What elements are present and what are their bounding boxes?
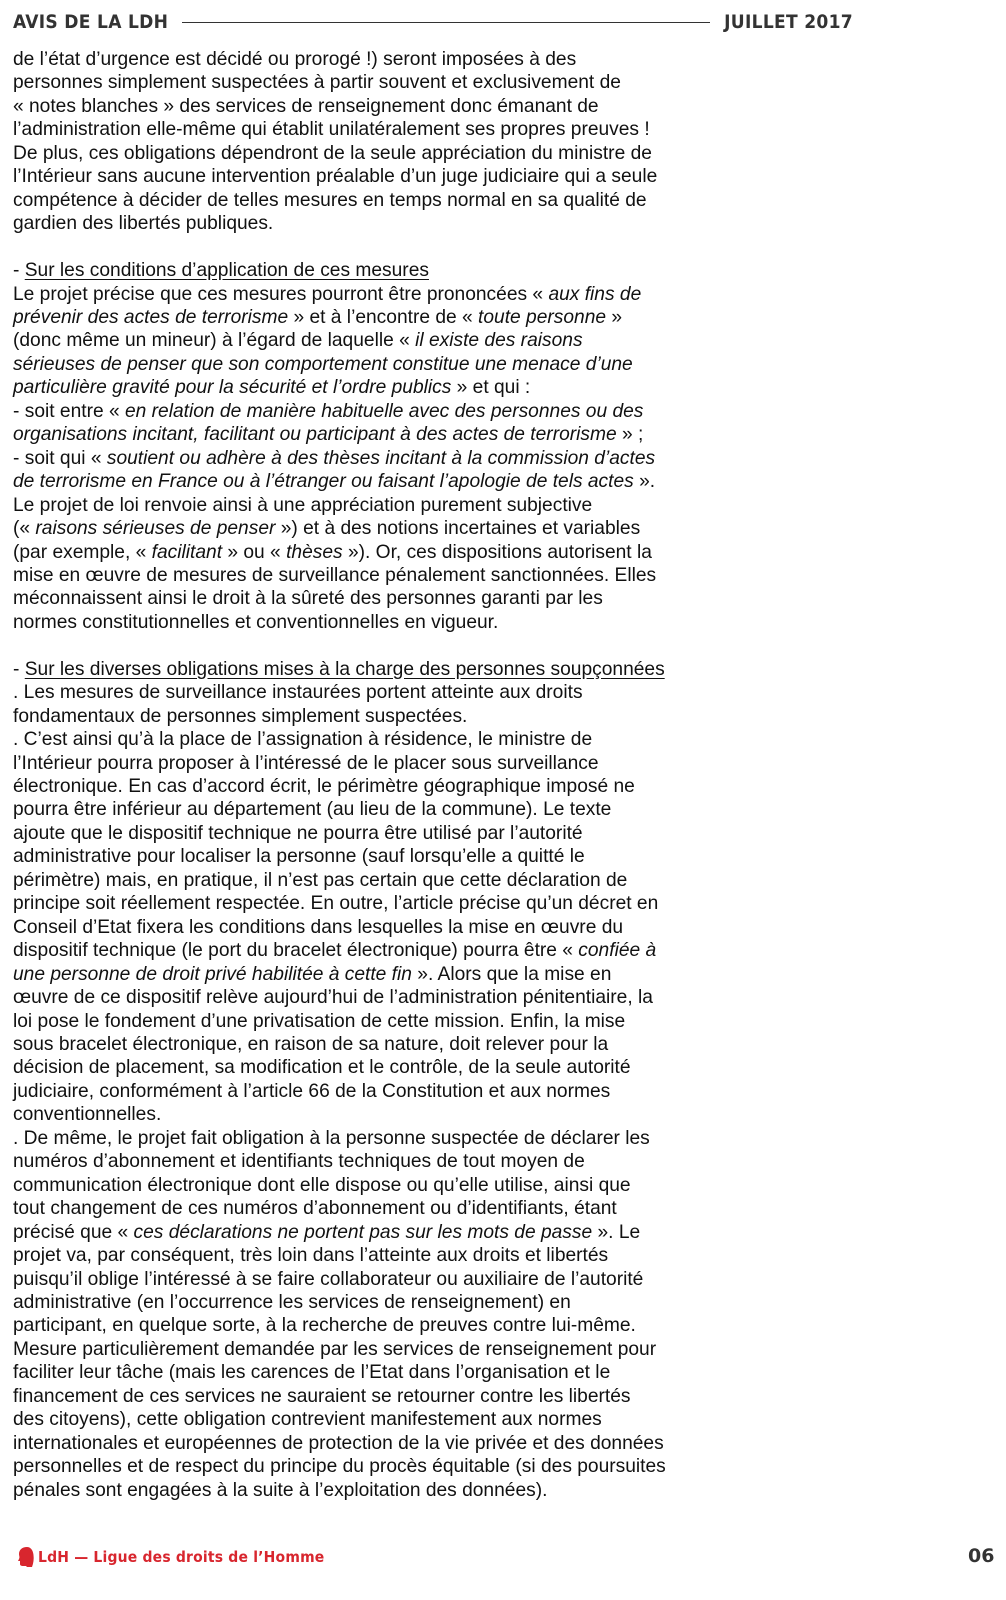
text-span: - soit entre «: [13, 400, 125, 422]
quoted-italic-text: toute personne: [478, 306, 607, 328]
text-line: [13, 1455, 773, 1478]
text-span: judiciaire, conformément à l’article 66 de la Constitution et aux normes: [13, 1080, 611, 1102]
text-span: puisqu’il oblige l’intéressé à se faire collaborateur ou auxiliaire de l’autorité: [13, 1268, 644, 1290]
text-span: numéros d’abonnement et identifiants techniques de tout moyen de: [13, 1151, 585, 1173]
text-span: Conseil d’Etat fixera les conditions dans lesquelles la mise en œuvre du: [13, 916, 624, 938]
text-span: -: [13, 658, 25, 680]
text-span: méconnaissent ainsi le droit à la sûreté des personnes garanti par les: [13, 588, 603, 610]
text-line: [13, 892, 773, 915]
text-span: « notes blanches » des services de renseignement donc émanant de: [13, 95, 599, 117]
text-span: Le projet de loi renvoie ainsi à une appréciation purement subjective: [13, 494, 593, 516]
ldh-profile-logo-icon: [18, 1547, 34, 1567]
text-line: [13, 353, 773, 376]
text-span: » ou «: [222, 541, 287, 563]
text-line: [13, 48, 773, 71]
text-line: [13, 1221, 773, 1244]
text-span: faciliter leur tâche (mais les carences de l’Etat dans l’organisation et le: [13, 1362, 611, 1384]
quoted-italic-text: soutient ou adhère à des thèses incitant à la commission d’actes: [106, 447, 656, 469]
quoted-italic-text: une personne de droit privé habilitée à cette fin: [13, 963, 412, 985]
text-span: sous bracelet électronique, en raison de sa nature, doit relever pour la: [13, 1034, 609, 1055]
text-line: [13, 283, 773, 306]
text-line: [13, 1244, 773, 1267]
text-span: . C’est ainsi qu’à la place de l’assignation à résidence, le ministre de: [13, 729, 593, 751]
text-span: fondamentaux de personnes simplement suspectées.: [13, 705, 468, 727]
text-span: tout changement de ces numéros d’abonnement ou d’identifiants, étant: [13, 1198, 617, 1220]
text-span: œuvre de ce dispositif relève aujourd’hui de l’administration pénitentiaire, la: [13, 987, 653, 1009]
text-line: [13, 1056, 773, 1079]
text-line: [13, 189, 773, 212]
quoted-italic-text: en relation de manière habituelle avec des personnes ou des: [124, 400, 644, 422]
text-line: [13, 400, 773, 423]
text-span: électronique. En cas d’accord écrit, le périmètre géographique imposé ne: [13, 776, 635, 798]
text-line: [13, 775, 773, 798]
text-line: [13, 1385, 773, 1408]
text-line: [13, 259, 773, 282]
text-line: [13, 681, 773, 704]
text-span: projet va, par conséquent, très loin dans l’atteinte aux droits et libertés: [13, 1245, 609, 1267]
text-line: [13, 728, 773, 751]
text-span: normes constitutionnelles et conventionnelles en vigueur.: [13, 611, 499, 633]
text-line: [13, 165, 773, 188]
body-text: [13, 48, 773, 1502]
text-line: [13, 71, 773, 94]
text-line: [13, 658, 773, 681]
text-line: [13, 1291, 773, 1314]
text-span: l’Intérieur sans aucune intervention préalable d’un juge judiciaire qui a seule: [13, 166, 658, 188]
quoted-italic-text: thèses: [286, 541, 343, 563]
text-line: [13, 752, 773, 775]
text-span: gardien des libertés publiques.: [13, 213, 274, 235]
text-line: [13, 376, 773, 399]
text-line: [13, 142, 773, 165]
text-span: » ;: [616, 424, 644, 446]
text-line: [13, 916, 773, 939]
text-span: pourra être inférieur au département (au lieu de la commune). Le texte: [13, 799, 612, 821]
text-span: »). Or, ces dispositions autorisent la: [342, 541, 652, 563]
text-span: ». Le: [592, 1221, 641, 1243]
text-span: communication électronique dont elle dispose ou qu’elle utilise, ainsi que: [13, 1174, 631, 1196]
text-span: conventionnelles.: [13, 1104, 162, 1126]
blank-line: [13, 236, 773, 259]
text-line: [13, 1150, 773, 1173]
text-span: loi pose le fondement d’une privatisation de cette mission. Enfin, la mise: [13, 1010, 626, 1032]
text-span: mise en œuvre de mesures de surveillance pénalement sanctionnées. Elles: [13, 564, 657, 586]
text-line: [13, 517, 773, 540]
footer-org-name: LdH — Ligue des droits de l’Homme: [38, 1548, 325, 1566]
text-line: [13, 1010, 773, 1033]
text-line: [13, 986, 773, 1009]
text-line: [13, 541, 773, 564]
text-line: [13, 705, 773, 728]
text-span: Mesure particulièrement demandée par les services de renseignement pour: [13, 1338, 657, 1360]
blank-line: [13, 634, 773, 657]
text-line: [13, 118, 773, 141]
quoted-italic-text: organisations incitant, facilitant ou participant à des actes de terrorisme: [13, 424, 617, 446]
quoted-italic-text: il existe des raisons: [415, 330, 583, 352]
text-line: [13, 869, 773, 892]
text-span: personnes simplement suspectées à partir souvent et exclusivement de: [13, 72, 621, 94]
text-span: («: [13, 518, 36, 540]
quoted-italic-text: confiée à: [578, 940, 657, 962]
text-line: [13, 306, 773, 329]
text-span: principe soit réellement respectée. En outre, l’article précise qu’un décret en: [13, 893, 659, 915]
header-date: JUILLET 2017: [724, 11, 853, 33]
text-line: [13, 822, 773, 845]
text-span: ». Alors que la mise en: [411, 963, 612, 985]
page-header: [13, 8, 853, 36]
text-span: (donc même un mineur) à l’égard de laquelle «: [13, 330, 416, 352]
text-line: [13, 1338, 773, 1361]
text-line: [13, 845, 773, 868]
text-line: [13, 1268, 773, 1291]
text-line: [13, 1314, 773, 1337]
text-span: périmètre) mais, en pratique, il n’est pas certain que cette déclaration de: [13, 869, 628, 891]
text-span: De plus, ces obligations dépendront de la seule appréciation du ministre de: [13, 142, 652, 164]
text-line: [13, 1197, 773, 1220]
text-line: [13, 329, 773, 352]
quoted-italic-text: aux fins de: [548, 283, 642, 305]
text-line: [13, 1103, 773, 1126]
text-line: [13, 212, 773, 235]
header-title: AVIS DE LA LDH: [13, 11, 169, 33]
text-span: compétence à décider de telles mesures en temps normal en sa qualité de: [13, 189, 647, 211]
text-span: précisé que «: [13, 1221, 134, 1243]
text-line: [13, 798, 773, 821]
text-span: (par exemple, «: [13, 541, 152, 563]
text-line: [13, 564, 773, 587]
text-span: - soit qui «: [13, 447, 107, 469]
quoted-italic-text: prévenir des actes de terrorisme: [13, 306, 289, 328]
text-line: [13, 587, 773, 610]
text-span: l’administration elle-même qui établit unilatéralement ses propres preuves !: [13, 119, 650, 141]
text-span: internationales et européennes de protection de la vie privée et des données: [13, 1432, 664, 1454]
text-line: [13, 1127, 773, 1150]
text-span: dispositif technique (le port du bracelet électronique) pourra être «: [13, 940, 579, 962]
text-span: ajoute que le dispositif technique ne pourra être utilisé par l’autorité: [13, 822, 583, 844]
text-line: [13, 1479, 773, 1502]
text-line: [13, 1080, 773, 1103]
text-line: [13, 1408, 773, 1431]
text-span: ») et à des notions incertaines et variables: [275, 518, 641, 540]
text-span: participant, en quelque sorte, à la recherche de preuves contre lui-même.: [13, 1315, 636, 1337]
section-heading: Sur les diverses obligations mises à la charge des personnes soupçonnées: [24, 658, 665, 680]
text-line: [13, 95, 773, 118]
quoted-italic-text: particulière gravité pour la sécurité et l’ordre publics: [13, 377, 452, 399]
text-span: administrative (en l’occurrence les services de renseignement) en: [13, 1291, 571, 1313]
quoted-italic-text: ces déclarations ne portent pas sur les mots de passe: [133, 1221, 593, 1243]
text-span: décision de placement, sa modification et le contrôle, de la seule autorité: [13, 1057, 631, 1079]
text-line: [13, 470, 773, 493]
text-line: [13, 939, 773, 962]
quoted-italic-text: sérieuses de penser que son comportement constitue une menace d’une: [13, 353, 633, 375]
text-span: de l’état d’urgence est décidé ou prorogé !) seront imposées à des: [13, 49, 577, 70]
section-heading: Sur les conditions d’application de ces mesures: [24, 260, 429, 282]
text-span: ».: [633, 471, 656, 493]
text-span: administrative pour localiser la personne (sauf lorsqu’elle a quitté le: [13, 846, 585, 868]
text-span: . Les mesures de surveillance instaurées portent atteinte aux droits: [13, 682, 583, 704]
text-span: . De même, le projet fait obligation à la personne suspectée de déclarer les: [13, 1127, 650, 1149]
page-number: 06: [968, 1545, 995, 1567]
quoted-italic-text: facilitant: [151, 541, 223, 563]
text-line: [13, 611, 773, 634]
text-line: [13, 1033, 773, 1056]
quoted-italic-text: de terrorisme en France ou à l’étranger ou faisant l’apologie de tels actes: [13, 471, 634, 493]
text-line: [13, 1361, 773, 1384]
text-line: [13, 1174, 773, 1197]
text-line: [13, 963, 773, 986]
header-rule: [182, 22, 710, 23]
text-line: [13, 447, 773, 470]
text-line: [13, 1432, 773, 1455]
quoted-italic-text: raisons sérieuses de penser: [35, 518, 276, 540]
text-span: personnelles et de respect du principe du procès équitable (si des poursuites: [13, 1456, 666, 1478]
text-span: Le projet précise que ces mesures pourront être prononcées «: [13, 283, 549, 305]
text-span: l’Intérieur pourra proposer à l’intéressé de le placer sous surveillance: [13, 752, 599, 774]
text-line: [13, 494, 773, 517]
text-span: » et à l’encontre de «: [288, 306, 479, 328]
text-span: » et qui :: [451, 377, 531, 399]
text-span: financement de ces services ne sauraient se retourner contre les libertés: [13, 1385, 631, 1407]
text-span: des citoyens), cette obligation contrevient manifestement aux normes: [13, 1409, 602, 1431]
text-span: -: [13, 260, 25, 282]
footer-logo: [18, 1546, 324, 1568]
text-span: pénales sont engagées à la suite à l’exploitation des données).: [13, 1479, 548, 1501]
text-line: [13, 423, 773, 446]
text-span: »: [606, 306, 623, 328]
